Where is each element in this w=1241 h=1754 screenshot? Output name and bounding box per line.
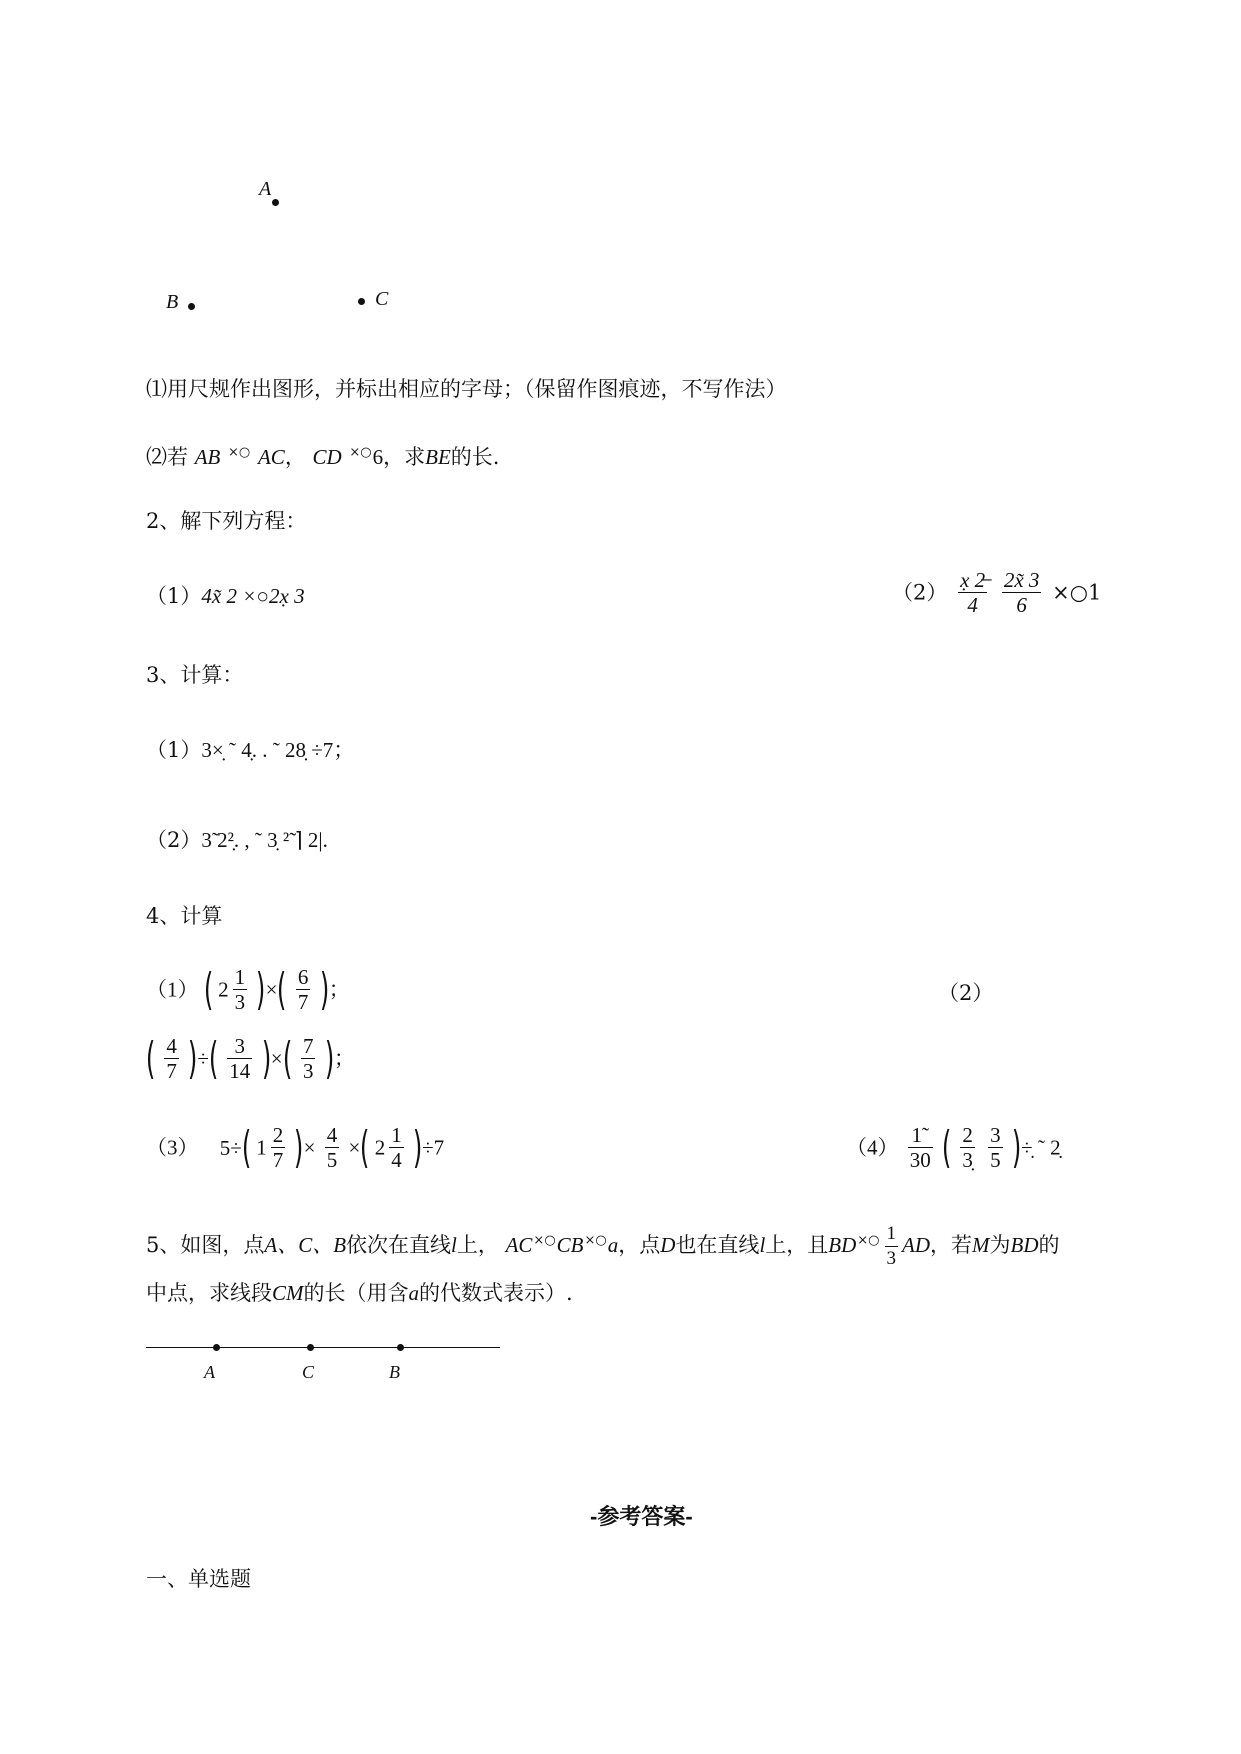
q1-part2: ⑵若 AB ×○ AC， CD ×○6，求BE的长. <box>146 445 500 469</box>
point-label-c: C <box>375 288 389 310</box>
answers-section-1: 一、单选题 <box>146 1567 251 1591</box>
q2-equation-2: （2） $\frac{x̣ 2̶}{4}$ $\frac{2x̃ 3}{6}$ ×○1 <box>892 568 1102 617</box>
line-label-a: A <box>204 1362 215 1382</box>
q3-expression-1: （1）3×̣ ˜ 4̣. . ˜ 28̣ ÷7； <box>146 738 355 762</box>
q4-expression-2: ( $\frac{4}{7}$ )÷( $\frac{3}{14}$ )×( $\frac{7}{3}$ )； <box>145 1032 355 1084</box>
line-label-c: C <box>302 1362 315 1382</box>
q4-label-2: （2） <box>938 981 994 1005</box>
q3-expression-2: （2）3̃ 2²̣. , ˜ 3̣ ²̃ ⌉ 2|. <box>146 828 328 852</box>
q2-title: 2、解下列方程： <box>146 509 307 533</box>
line-point-a <box>213 1344 220 1351</box>
q3-title: 3、计算： <box>146 663 244 687</box>
line-label-b: B <box>389 1362 400 1382</box>
line-point-b <box>397 1344 404 1351</box>
q5-line-2: 中点，求线段CM的长（用含a的代数式表示）. <box>146 1281 573 1305</box>
point-b <box>188 303 195 310</box>
point-c <box>358 298 365 305</box>
answers-heading: -参考答案- <box>590 1504 693 1529</box>
q5-line-1: 5、如图，点A、C、B依次在直线l上， AC×○CB×○a，点D也在直线l上，且BD×○ $\frac{1}{3}$ AD，若M为BD的 <box>146 1223 1060 1269</box>
point-label-a: A <box>259 178 272 200</box>
line-point-c <box>307 1344 314 1351</box>
q2-equation-1: （1）4x̃ 2 ×○2x̣ 3 <box>146 584 305 608</box>
q4-title: 4、计算 <box>146 904 223 928</box>
q4-expression-1: （1） ( 2 $\frac{1}{3}$ )×( $\frac{6}{7}$ )； <box>146 963 350 1015</box>
q4-expression-3: （3） 5÷( 1 $\frac{2}{7}$ )× $\frac{4}{5}$ ×( 2 $\frac{1}{4}$ )÷7 <box>146 1121 445 1173</box>
point-a <box>272 199 279 206</box>
straight-line <box>146 1347 500 1348</box>
point-label-b: B <box>166 291 179 313</box>
q1-part1: ⑴用尺规作出图形，并标出相应的字母；（保留作图痕迹，不写作法） <box>146 377 787 401</box>
q4-expression-4: （4） $\frac{1˜}{30}$ ( $\frac{2}{3̣}$ $\frac{3}{5}$ )÷̣ ˜ 2̣ <box>846 1121 1061 1173</box>
